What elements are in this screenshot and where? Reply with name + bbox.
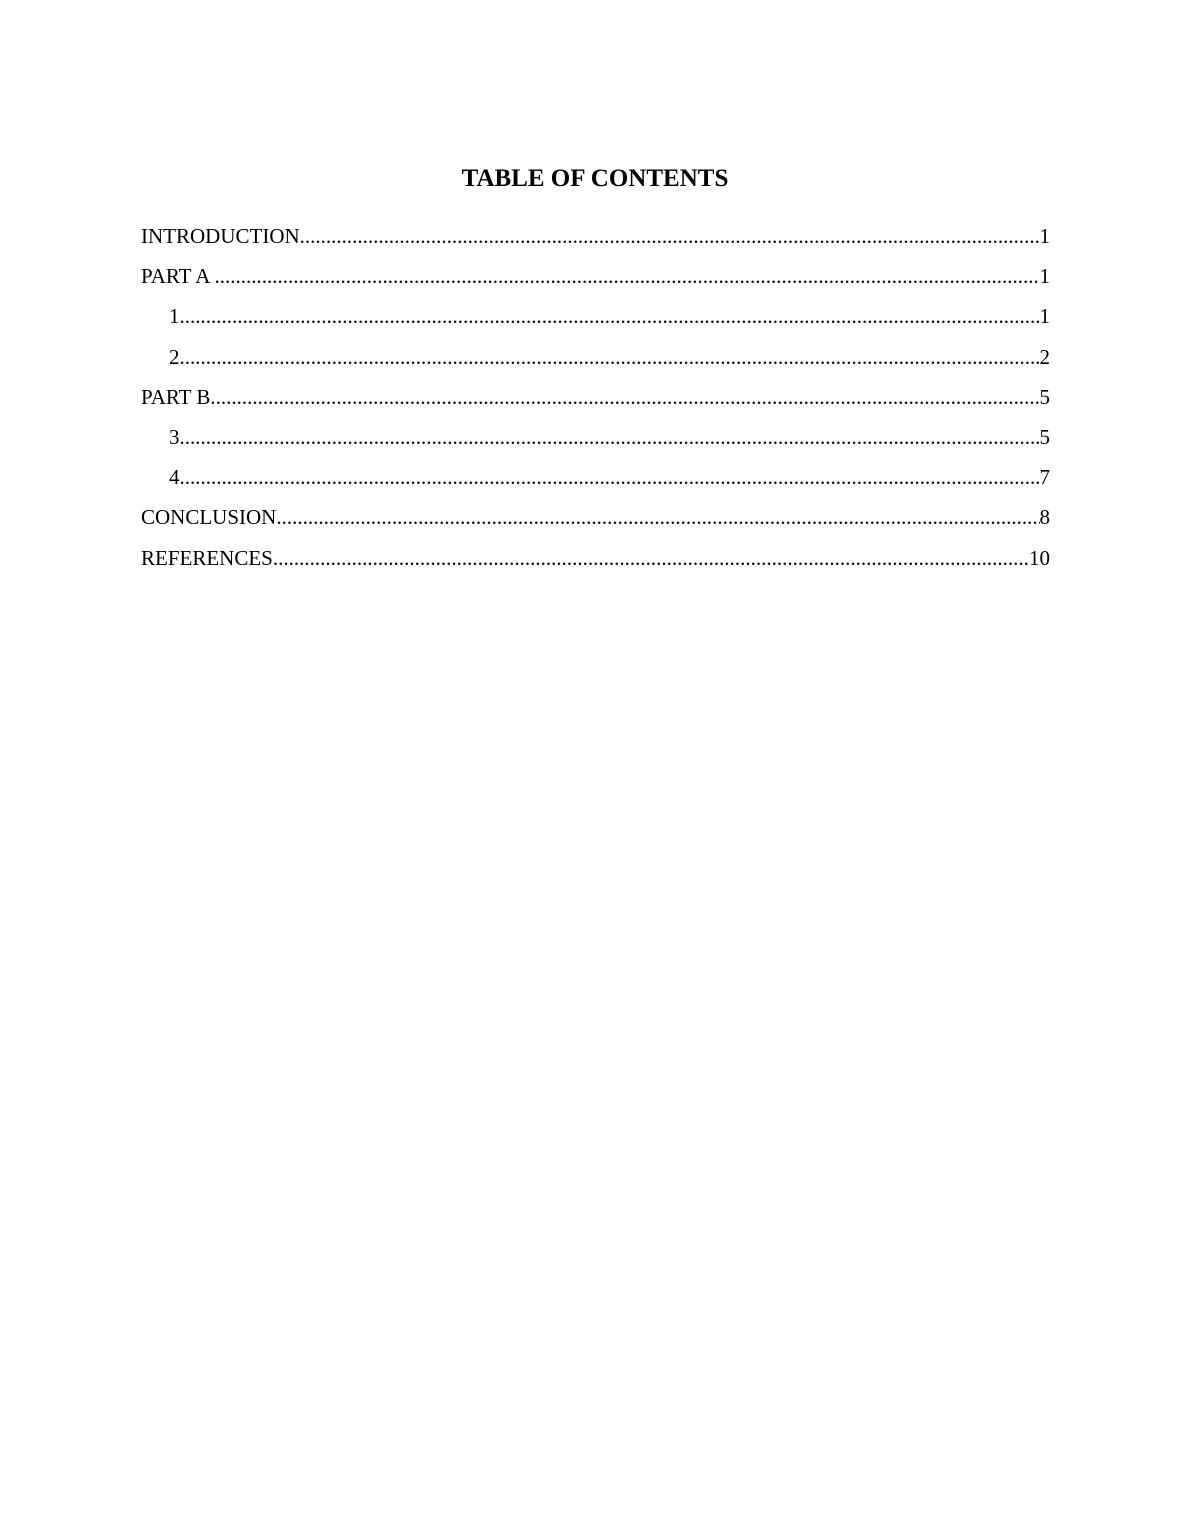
toc-entry-label: REFERENCES <box>141 545 273 570</box>
toc-entry-page: 1 <box>1039 304 1050 329</box>
toc-entry-label: 4 <box>169 465 180 490</box>
toc-entry-references[interactable] <box>141 542 1050 582</box>
toc-list <box>141 220 1050 582</box>
toc-entry-label: 2 <box>169 344 180 369</box>
toc-entry-part-b[interactable] <box>141 381 1050 421</box>
toc-entry-conclusion[interactable] <box>141 501 1050 541</box>
toc-dot-leader <box>276 501 1039 533</box>
toc-dot-leader <box>180 461 1040 493</box>
toc-entry-label: PART A <box>141 264 215 289</box>
toc-entry-section-3[interactable] <box>141 421 1050 461</box>
toc-entry-page: 5 <box>1039 384 1050 409</box>
toc-dot-leader <box>210 381 1039 413</box>
toc-entry-label: INTRODUCTION <box>141 224 300 248</box>
toc-dot-leader <box>180 300 1040 332</box>
toc-entry-page: 7 <box>1039 465 1050 490</box>
toc-dot-leader <box>273 542 1029 574</box>
toc-dot-leader <box>214 260 1039 292</box>
toc-entry-label: CONCLUSION <box>141 505 277 530</box>
toc-entry-introduction[interactable] <box>141 220 1050 260</box>
toc-entry-page: 10 <box>1029 545 1050 570</box>
toc-entry-page: 8 <box>1039 505 1050 530</box>
toc-entry-section-2[interactable] <box>141 341 1050 381</box>
toc-entry-page: 1 <box>1039 224 1050 248</box>
toc-title: TABLE OF CONTENTS <box>461 165 729 192</box>
toc-entry-section-1[interactable] <box>141 300 1050 340</box>
toc-entry-part-a[interactable] <box>141 260 1050 300</box>
toc-entry-page: 2 <box>1039 344 1050 369</box>
toc-entry-page: 5 <box>1039 424 1050 449</box>
toc-dot-leader <box>300 220 1040 252</box>
toc-entry-page: 1 <box>1039 264 1050 289</box>
toc-entry-label: 3 <box>169 424 180 449</box>
toc-entry-label: PART B <box>141 384 211 409</box>
toc-entry-section-4[interactable] <box>141 461 1050 501</box>
toc-entry-label: 1 <box>169 304 180 329</box>
toc-dot-leader <box>180 421 1040 453</box>
toc-dot-leader <box>180 341 1040 373</box>
